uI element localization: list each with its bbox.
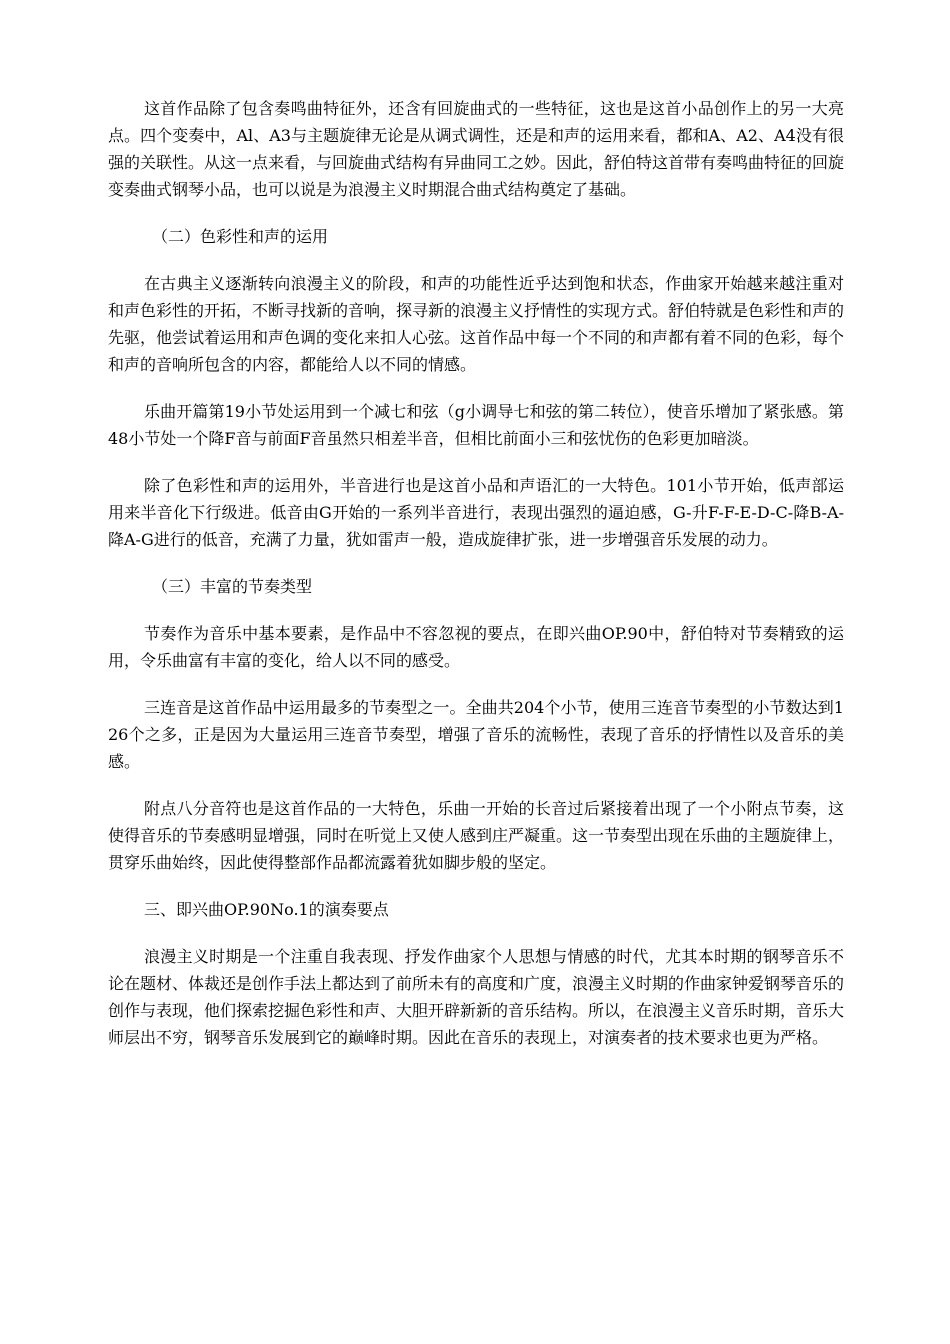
paragraph: 除了色彩性和声的运用外，半音进行也是这首小品和声语汇的一大特色。101小节开始，低声部运用来半音化下行级进。低音由G开始的一系列半音进行，表现出强烈的逼迫感，G-升F-F-E-D-C-降B-A-降A-G进行的低音，充满了力量，犹如雷声一般，造成旋律扩张，进一步增强音乐发展的动力。	[108, 476, 844, 549]
document-page	[108, 95, 844, 1071]
paragraph: 节奏作为音乐中基本要素，是作品中不容忽视的要点，在即兴曲OP.90中，舒伯特对节奏精致的运用，令乐曲富有丰富的变化，给人以不同的感受。	[108, 624, 844, 670]
paragraph: 三连音是这首作品中运用最多的节奏型之一。全曲共204个小节，使用三连音节奏型的小节数达到126个之多，正是因为大量运用三连音节奏型，增强了音乐的流畅性，表现了音乐的抒情性以及音乐的美感。	[108, 698, 844, 771]
paragraph: 浪漫主义时期是一个注重自我表现、抒发作曲家个人思想与情感的时代，尤其本时期的钢琴音乐不论在题材、体裁还是创作手法上都达到了前所未有的高度和广度，浪漫主义时期的作曲家钟爱钢琴音乐的创作与表现，他们探索挖掘色彩性和声、大胆开辟新新的音乐结构。所以，在浪漫主义音乐时期，音乐大师层出不穷，钢琴音乐发展到它的巅峰时期。因此在音乐的表现上，对演奏者的技术要求也更为严格。	[108, 947, 845, 1047]
section-subheading: （二）色彩性和声的运用	[152, 227, 329, 246]
paragraph: 在古典主义逐渐转向浪漫主义的阶段，和声的功能性近乎达到饱和状态，作曲家开始越来越注重对和声色彩性的开拓，不断寻找新的音响，探寻新的浪漫主义抒情性的实现方式。舒伯特就是色彩性和声的先驱，他尝试着运用和声色调的变化来扣人心弦。这首作品中每一个不同的和声都有着不同的色彩，每个和声的音响所包含的内容，都能给人以不同的情感。	[108, 274, 845, 374]
paragraph: 附点八分音符也是这首作品的一大特色，乐曲一开始的长音过后紧接着出现了一个小附点节奏，这使得音乐的节奏感明显增强，同时在听觉上又使人感到庄严凝重。这一节奏型出现在乐曲的主题旋律上，贯穿乐曲始终，因此使得整部作品都流露着犹如脚步般的坚定。	[108, 799, 845, 872]
paragraph: 乐曲开篇第19小节处运用到一个减七和弦（g小调导七和弦的第二转位），使音乐增加了紧张感。第48小节处一个降F音与前面F音虽然只相差半音，但相比前面小三和弦忧伤的色彩更加暗淡。	[108, 402, 844, 448]
section-subheading: （三）丰富的节奏类型	[152, 577, 313, 596]
section-heading: 三、即兴曲OP.90No.1的演奏要点	[144, 900, 389, 919]
paragraph: 这首作品除了包含奏鸣曲特征外，还含有回旋曲式的一些特征，这也是这首小品创作上的另一大亮点。四个变奏中，Al、A3与主题旋律无论是从调式调性，还是和声的运用来看，都和A、A2、A4没有很强的关联性。从这一点来看，与回旋曲式结构有异曲同工之妙。因此，舒伯特这首带有奏鸣曲特征的回旋变奏曲式钢琴小品，也可以说是为浪漫主义时期混合曲式结构奠定了基础。	[108, 99, 845, 199]
